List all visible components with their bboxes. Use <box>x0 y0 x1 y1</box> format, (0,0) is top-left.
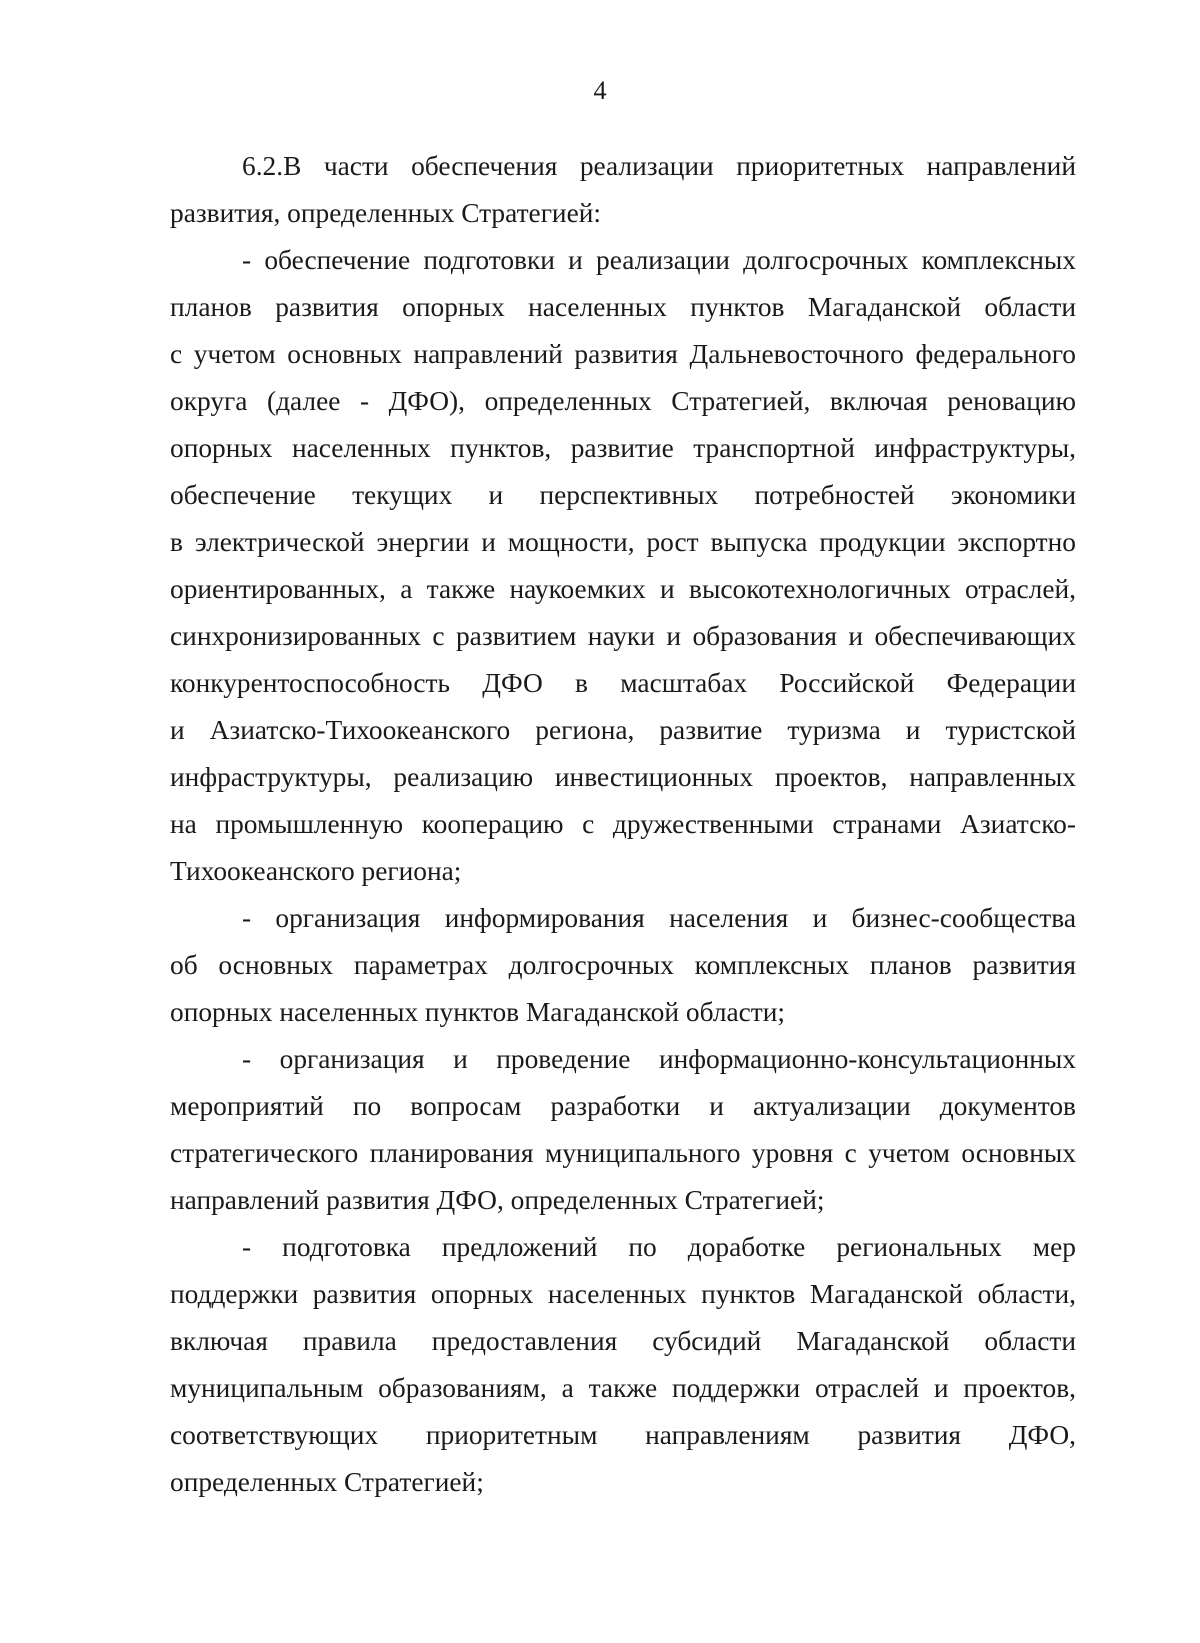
text-line: об основных параметрах долгосрочных комплексных планов развития <box>170 950 1076 980</box>
text-line: в электрической энергии и мощности, рост выпуска продукции экспортно <box>170 527 1076 557</box>
text-line: опорных населенных пунктов, развитие транспортной инфраструктуры, <box>170 433 1076 463</box>
text-line: стратегического планирования муниципального уровня с учетом основных <box>170 1138 1076 1168</box>
text-line: синхронизированных с развитием науки и образования и обеспечивающих <box>170 621 1076 651</box>
text-line: опорных населенных пунктов Магаданской области; <box>170 997 786 1027</box>
bullet-item-informing-population <box>170 895 1076 1036</box>
text-line: 6.2.В части обеспечения реализации приоритетных направлений <box>242 151 1076 181</box>
bullet-item-support-measures <box>170 1224 1076 1506</box>
text-line: Тихоокеанского региона; <box>170 856 462 886</box>
text-line: конкурентоспособность ДФО в масштабах Российской Федерации <box>170 668 1076 698</box>
text-line: с учетом основных направлений развития Дальневосточного федерального <box>170 339 1076 369</box>
text-line: определенных Стратегией; <box>170 1467 484 1497</box>
bullet-item-long-term-plans <box>170 237 1076 895</box>
document-body <box>170 143 1076 1506</box>
text-line: мероприятий по вопросам разработки и актуализации документов <box>170 1091 1076 1121</box>
text-line: - подготовка предложений по доработке региональных мер <box>242 1232 1076 1262</box>
text-line: - обеспечение подготовки и реализации долгосрочных комплексных <box>242 245 1076 275</box>
text-line: включая правила предоставления субсидий Магаданской области <box>170 1326 1076 1356</box>
text-line: ориентированных, а также наукоемких и высокотехнологичных отраслей, <box>170 574 1076 604</box>
text-line: муниципальным образованиям, а также поддержки отраслей и проектов, <box>170 1373 1076 1403</box>
text-line: на промышленную кооперацию с дружественными странами Азиатско- <box>170 809 1076 839</box>
paragraph-6-2 <box>170 143 1076 237</box>
text-line: планов развития опорных населенных пунктов Магаданской области <box>170 292 1076 322</box>
text-line: - организация информирования населения и бизнес-сообщества <box>242 903 1076 933</box>
page-number: 4 <box>593 76 607 105</box>
text-line: направлений развития ДФО, определенных Стратегией; <box>170 1185 825 1215</box>
text-line: - организация и проведение информационно-консультационных <box>242 1044 1076 1074</box>
text-line: обеспечение текущих и перспективных потребностей экономики <box>170 480 1076 510</box>
bullet-item-consultation-events <box>170 1036 1076 1224</box>
text-line: и Азиатско-Тихоокеанского региона, развитие туризма и туристской <box>170 715 1076 745</box>
text-line: соответствующих приоритетным направлениям развития ДФО, <box>170 1420 1076 1450</box>
text-line: инфраструктуры, реализацию инвестиционных проектов, направленных <box>170 762 1076 792</box>
text-line: поддержки развития опорных населенных пунктов Магаданской области, <box>170 1279 1076 1309</box>
text-line: развития, определенных Стратегией: <box>170 198 602 228</box>
text-line: округа (далее - ДФО), определенных Стратегией, включая реновацию <box>170 386 1076 416</box>
